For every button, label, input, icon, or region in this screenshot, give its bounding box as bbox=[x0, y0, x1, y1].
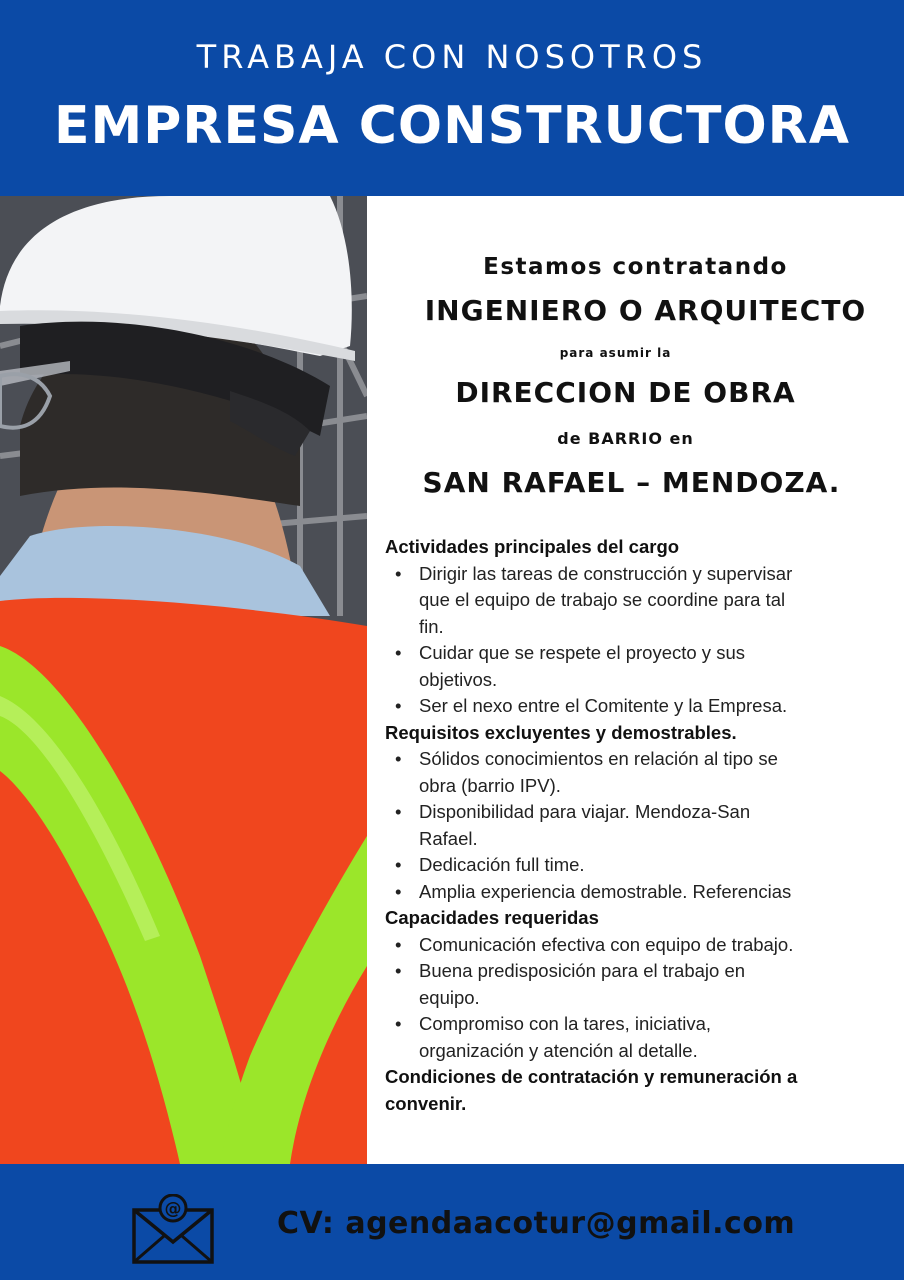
role-intro: para asumir la bbox=[559, 346, 672, 360]
activities-list bbox=[385, 561, 904, 720]
job-description bbox=[367, 196, 904, 1164]
list-item: organización y atención al detalle. bbox=[419, 1039, 698, 1061]
list-item: • Disponibilidad para viajar. Mendoza-San bbox=[395, 801, 751, 822]
list-item: • Ser el nexo entre el Comitente y la Empresa. bbox=[395, 695, 788, 716]
list-item: • Dirigir las tareas de construcción y supervisar bbox=[395, 562, 793, 584]
list-item: • Compromiso con la tares, iniciativa, bbox=[395, 1013, 711, 1034]
list-item: objetivos. bbox=[419, 668, 498, 690]
svg-text:@: @ bbox=[164, 1199, 182, 1219]
hiring-headline: Estamos contratando bbox=[483, 254, 788, 280]
capabilities-list bbox=[385, 932, 904, 1065]
conditions-line-1: Condiciones de contratación y remuneración a bbox=[385, 1066, 798, 1087]
header-title: EMPRESA CONSTRUCTORA bbox=[54, 96, 850, 156]
position-title: INGENIERO O ARQUITECTO bbox=[424, 294, 867, 327]
location-title: SAN RAFAEL – MENDOZA. bbox=[422, 466, 841, 499]
footer-banner bbox=[0, 1164, 904, 1280]
list-item: • Comunicación efectiva con equipo de trabajo. bbox=[395, 933, 794, 955]
project-intro: de BARRIO en bbox=[557, 429, 694, 448]
list-item: obra (barrio IPV). bbox=[419, 774, 561, 796]
header-banner bbox=[0, 0, 904, 196]
list-item: • Dedicación full time. bbox=[395, 854, 585, 875]
list-item: que el equipo de trabajo se coordine para tal bbox=[419, 589, 786, 610]
job-details bbox=[385, 534, 904, 1117]
list-item: Rafael. bbox=[419, 827, 478, 849]
requirements-list bbox=[385, 746, 904, 905]
list-item: • Amplia experiencia demostrable. Referencias bbox=[395, 880, 792, 902]
header-subtitle: TRABAJA CON NOSOTROS bbox=[196, 38, 708, 76]
envelope-at-icon bbox=[132, 1194, 214, 1264]
list-item: fin. bbox=[419, 615, 444, 637]
list-item: • Cuidar que se respete el proyecto y sus bbox=[395, 642, 745, 663]
contact-email[interactable]: CV: agendaacotur@gmail.com bbox=[277, 1206, 796, 1241]
list-item: • Sólidos conocimientos en relación al tipo se bbox=[395, 748, 778, 769]
requirements-heading: Requisitos excluyentes y demostrables. bbox=[385, 721, 737, 743]
worker-photo bbox=[0, 196, 367, 1164]
list-item: • Buena predisposición para el trabajo en bbox=[395, 960, 746, 981]
role-title: DIRECCION DE OBRA bbox=[455, 376, 796, 409]
capabilities-heading: Capacidades requeridas bbox=[385, 907, 599, 928]
list-item: equipo. bbox=[419, 986, 480, 1008]
conditions-line-2: convenir. bbox=[385, 1092, 467, 1114]
activities-heading: Actividades principales del cargo bbox=[385, 536, 680, 557]
